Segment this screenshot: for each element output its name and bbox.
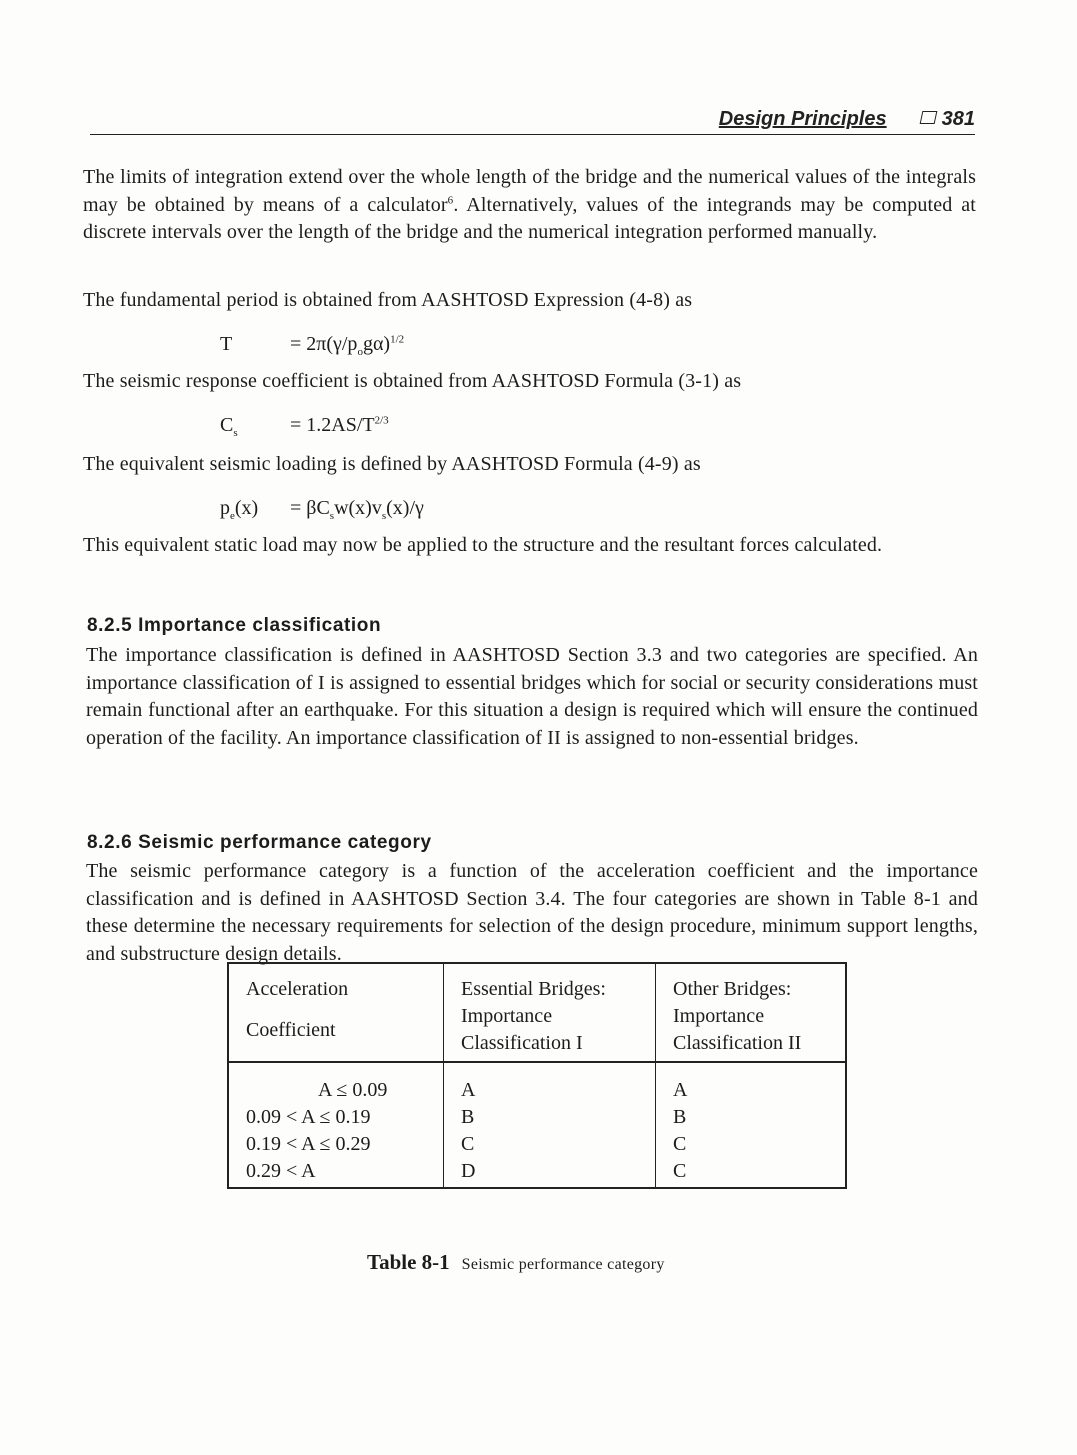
paragraph-integration: The limits of integration extend over the whole length of the bridge and the numerical values of the integrals may be obtained by means of a calculator$^6$. Alternatively, values of the integrands may be computed at discrete intervals over the length of the bridge and the numerical integration performed manually. [83,166,976,243]
header-acceleration-coefficient [228,963,444,1062]
section-heading-importance: 8.2.5 Importance classification [87,615,382,636]
table-cell-other: A [673,1079,688,1101]
running-head [719,108,975,131]
paragraph-equivalent-loading: The equivalent seismic loading is defined by AASHTOSD Formula (4-9) as [83,453,701,475]
table-cell-other: C [673,1160,687,1182]
paragraph-fundamental-period: The fundamental period is obtained from AASHTOSD Expression (4-8) as [83,289,693,311]
section-heading-performance: 8.2.6 Seismic performance category [87,832,432,853]
book-page: Design Principles 381 The limits of integration extend over the whole length of the bridge and the numerical values of the integrals may be obtained by means of a calculator$^6$. Alternatively, values of the integrands may be computed at discrete intervals over the length of the bridge and the numerical integration performed manually. The fundamental period is obtained from AASHTOSD Expression (4-8) as T = $2\pi(\gamma/p_og\alpha)^{1/2}$ The seismic response coefficient is obtained from AASHTOSD Formula (3-1) as $C_s$ = $1.2AS/T^{2/3}$ The equivalent seismic loading is defined by AASHTOSD Formula (4-9) as $p_e(x)$ = $\beta C_sw(x)v_s(x)/\gamma$ This equivalent static load may now be applied to the structure and the resultant forces calculated. 8.2.5 Importance classification The importance classification is defined in AASHTOSD Section 3.3 and two categories are specified. An importance classification of I is assigned to essential bridges which for social or security considerations must remain functional after an earthquake. For this situation a design is required which will ensure the continued operation of the facility. An importance classification of II is assigned to non-essential bridges. 8.2.6 Seismic performance category The seismic performance category is a function of the acceleration coefficient and the importance classification and is defined in AASHTOSD Section 3.4. The four categories are shown in Table 8-1 and these determine the necessary requirements for selection of the design procedure, minimum support lengths, and substructure design details. Acceleration Coefficient Essential Bridges: Importance Classification I Other Bridges: Importance Classification II A ≤ 0.09 0.09 < A ≤ 0.19 0.19 < A ≤ 0.29 0.29 < A A B C D A B C C Table 8-1 Seismic performance category [83,108,978,1274]
box-icon [919,111,937,124]
header-other-bridges [656,963,847,1062]
caption-label: Table 8-1 [367,1250,450,1274]
header-line: Acceleration [246,978,349,1000]
table-caption [367,1250,665,1275]
table-cell-coefficient: 0.19 < A ≤ 0.29 [246,1133,371,1155]
table-cell-coefficient: 0.09 < A ≤ 0.19 [246,1106,371,1128]
header-essential-bridges [444,963,656,1062]
table-cell-essential: A [461,1079,476,1101]
caption-text: Seismic performance category [461,1256,665,1273]
coefficient-column [228,1062,444,1188]
table-cell-essential: B [461,1106,475,1128]
table-cell-coefficient: A ≤ 0.09 [318,1079,388,1101]
seismic-performance-table [227,962,847,1189]
essential-column [444,1062,656,1188]
table-cell-essential: D [461,1160,476,1182]
header-line: Coefficient [246,1019,336,1041]
table-cell-other: B [673,1106,687,1128]
table-cell-essential: C [461,1133,475,1155]
other-column [656,1062,847,1188]
header-line: Essential Bridges: [461,978,606,1000]
header-line: Importance [461,1005,553,1027]
table-header-row [228,963,846,1062]
page-number: 381 [941,108,975,130]
paragraph-static-load: This equivalent static load may now be applied to the structure and the resultant forces calculated. [83,534,883,556]
table-cell-coefficient: 0.29 < A [246,1160,316,1182]
header-line: Other Bridges: [673,978,792,1000]
section-body-importance: The importance classification is defined in AASHTOSD Section 3.3 and two categories are specified. An importance classification of I is assigned to essential bridges which for social or security considerations must remain functional after an earthquake. For this situation a design is required which will ensure the continued operation of the facility. An importance classification of II is assigned to non-essential bridges. [86,644,978,749]
table-cell-other: C [673,1133,687,1155]
header-line: Classification I [461,1032,583,1054]
running-title: Design Principles [718,108,887,130]
paragraph-response-coefficient: The seismic response coefficient is obtained from AASHTOSD Formula (3-1) as [83,370,742,392]
header-line: Classification II [673,1032,802,1054]
section-body-performance: The seismic performance category is a function of the acceleration coefficient and the importance classification and is defined in AASHTOSD Section 3.4. The four categories are shown in Table 8-1 and these determine the necessary requirements for selection of the design procedure, minimum support lengths, and substructure design details. [86,860,978,965]
table-body-row [228,1062,846,1188]
running-header [90,108,975,135]
header-line: Importance [673,1005,765,1027]
